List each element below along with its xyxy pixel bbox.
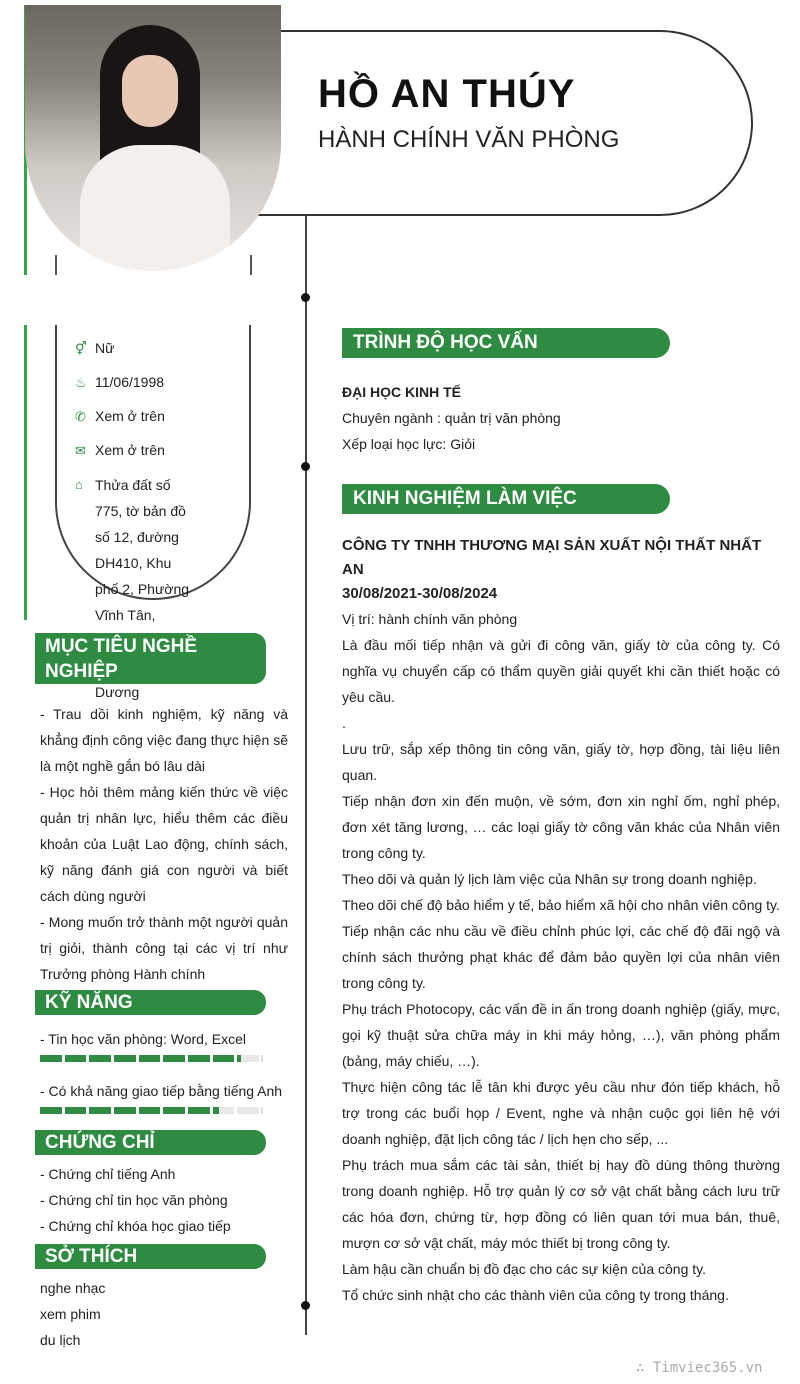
home-icon: ⌂ (75, 477, 83, 492)
duty-item: Là đầu mối tiếp nhận và gửi đi công văn, giấy tờ của công ty. Có nghĩa vụ chuyển cấp có thẩm quyền giải quyết khi cần thiết hoặc có yêu cầu. (342, 637, 780, 705)
skill-bar (40, 1107, 263, 1114)
birthday-cake-icon: ♨ (75, 375, 87, 390)
objective-heading: MỤC TIÊU NGHỀ NGHIỆP (35, 633, 266, 684)
duty-list (342, 632, 780, 1308)
timeline-dot (301, 462, 310, 471)
skill-bar-segment (65, 1055, 87, 1062)
work-period: 30/08/2021-30/08/2024 (342, 585, 498, 602)
experience-block (342, 534, 780, 1308)
duty-item: Tiếp nhận các nhu cầu về điều chỉnh phúc lợi, các chế độ đãi ngộ và chính sách thưởng phạt khác để đảm bảo quyền lợi của nhân viên trong công ty. (342, 923, 780, 991)
skill-bar-segment (89, 1107, 111, 1114)
duty-item: Phụ trách Photocopy, các vấn đề in ấn trong doanh nghiệp (giấy, mực, gọi kỹ thuật sửa chữa máy in khi máy hỏng, …), văn phòng phẩm (bảng, máy chiếu, …). (342, 1001, 780, 1069)
address-value: Thửa đất số 775, tờ bản đồ số 12, đường DH410, Khu phố 2, Phường Vĩnh Tân, (95, 477, 190, 623)
work-position: Vị trí: hành chính văn phòng (342, 611, 518, 627)
phone-value: Xem ở trên (95, 408, 165, 424)
skill-bar-segment (237, 1107, 259, 1114)
skill-bar (40, 1055, 263, 1062)
home-icon-row (75, 471, 95, 498)
education-heading: TRÌNH ĐỘ HỌC VẤN (342, 328, 670, 358)
certificate-item: - Chứng chỉ tin học văn phòng (40, 1192, 228, 1208)
objective-item: - Mong muốn trở thành một người quản trị giỏi, thành công tại các vị trí như Trưởng phòng Hành chính (40, 914, 288, 982)
hobby-item: du lịch (40, 1332, 81, 1348)
objective-item: - Học hỏi thêm mảng kiến thức về việc quản trị nhân lực, hiểu thêm các điều khoản của Luật Lao động, chính sách, kỹ năng đánh giá con người và biết cách dùng người (40, 784, 288, 904)
skill-bar-segment (139, 1107, 161, 1114)
skills-heading: KỸ NĂNG (35, 990, 266, 1015)
email-value: Xem ở trên (95, 442, 165, 458)
duty-item: Tiếp nhận đơn xin đến muộn, về sớm, đơn xin nghỉ ốm, nghỉ phép, đơn xét tăng lương, … các loại giấy tờ công văn khác của Nhân viên trong công ty. (342, 793, 780, 861)
email-row (75, 437, 165, 464)
duty-item: Thực hiện công tác lễ tân khi được yêu cầu như đón tiếp khách, hỗ trợ trong các buổi họp / Event, nghe và nhận cuộc gọi liên hệ với doanh nghiệp, đặt lịch công tác / lịch hẹn cho sếp, ... (342, 1079, 780, 1147)
gender-icon: ⚥ (75, 341, 87, 356)
timeline-dot (301, 293, 310, 302)
hobby-item: xem phim (40, 1306, 101, 1322)
phone-row (75, 403, 165, 430)
profile-photo (25, 5, 281, 271)
gender-value: Nữ (95, 340, 115, 356)
skill-bar-segment (114, 1055, 136, 1062)
birthday-value: 11/06/1998 (95, 374, 165, 390)
address-overflow: Dương (95, 684, 140, 700)
duty-item: Phụ trách mua sắm các tài sản, thiết bị hay đồ dùng thông thường trong doanh nghiệp. Hỗ trợ quản lý cơ sở vật chất bằng cách lưu trữ các hóa đơn, chứng từ, hợp đồng có liên quan tới mua bán, thuê, mượn cơ sở vật chất, máy móc thiết bị trong công ty. (342, 1157, 780, 1251)
skill-bar-segment (237, 1055, 259, 1062)
hobby-item: nghe nhạc (40, 1280, 106, 1296)
skill-bar-segment (40, 1055, 62, 1062)
skill-bar-segment (213, 1055, 235, 1062)
education-block (342, 379, 782, 457)
divider (250, 255, 252, 275)
skill-bar-segment (89, 1055, 111, 1062)
skill-bar-segment (139, 1055, 161, 1062)
skill-bar-segment (114, 1107, 136, 1114)
header-frame (255, 30, 753, 216)
skill-label: - Tin học văn phòng: Word, Excel (40, 1031, 246, 1047)
skill-bar-segment (65, 1107, 87, 1114)
education-grade: Xếp loại học lực: Giỏi (342, 436, 476, 452)
timeline-line (305, 215, 307, 1335)
duty-item: Theo dõi chế độ bảo hiểm y tế, bảo hiểm xã hội cho nhân viên công ty. (342, 897, 780, 913)
duty-item: Tổ chức sinh nhật cho các thành viên của công ty trong tháng. (342, 1287, 729, 1303)
objective-item: - Trau dồi kinh nghiệm, kỹ năng và khẳng định công việc đang thực hiện sẽ là một nghề gắn bó lâu dài (40, 706, 288, 774)
objective-list (40, 701, 288, 987)
school-name: ĐẠI HỌC KINH TẾ (342, 384, 461, 400)
skill-bar-segment (163, 1055, 185, 1062)
gender-row (75, 335, 114, 362)
duty-item: Làm hậu cần chuẩn bị đồ đạc cho các sự kiện của công ty. (342, 1261, 706, 1277)
hobby-list (40, 1275, 105, 1353)
skill-bar-segment (40, 1107, 62, 1114)
certificate-item: - Chứng chỉ tiếng Anh (40, 1166, 176, 1182)
birthday-row (75, 369, 164, 396)
duty-item: . (342, 715, 346, 731)
education-major: Chuyên ngành : quản trị văn phòng (342, 410, 561, 426)
skill-bar-segment (213, 1107, 235, 1114)
company-name: CÔNG TY TNHH THƯƠNG MẠI SẢN XUẤT NỘI THẤT NHẤT AN (342, 537, 762, 578)
certificate-item: - Chứng chỉ khóa học giao tiếp (40, 1218, 231, 1234)
watermark: ∴ Timviec365.vn (636, 1360, 763, 1376)
skill-bar-segment (163, 1107, 185, 1114)
accent-line (24, 325, 27, 620)
skill-label: - Có khả năng giao tiếp bằng tiếng Anh (40, 1083, 283, 1099)
duty-item: Theo dõi và quản lý lịch làm việc của Nhân sự trong doanh nghiệp. (342, 871, 757, 887)
experience-heading: KINH NGHIỆM LÀM VIỆC (342, 484, 670, 514)
whatsapp-icon: ✆ (75, 409, 86, 424)
envelope-icon: ✉ (75, 443, 86, 458)
certificates-heading: CHỨNG CHỈ (35, 1130, 266, 1155)
hobbies-heading: SỞ THÍCH (35, 1244, 266, 1269)
skill-bar-segment (188, 1107, 210, 1114)
duty-item: Lưu trữ, sắp xếp thông tin công văn, giấy tờ, hợp đồng, tài liệu liên quan. (342, 741, 780, 783)
divider (55, 255, 57, 275)
skill-bar-segment (188, 1055, 210, 1062)
job-title: HÀNH CHÍNH VĂN PHÒNG (318, 126, 620, 153)
certificate-list (40, 1161, 231, 1239)
timeline-dot (301, 1301, 310, 1310)
candidate-name: HỒ AN THÚY (318, 72, 576, 116)
